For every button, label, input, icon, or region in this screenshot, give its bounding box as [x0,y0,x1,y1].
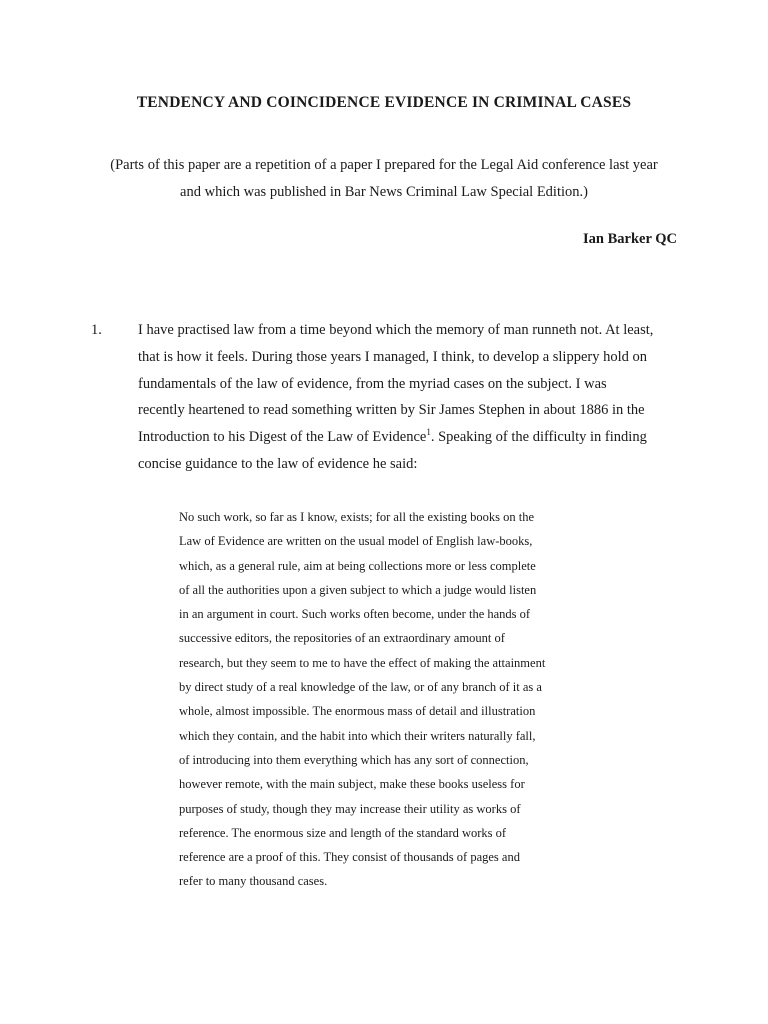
paragraph-line: fundamentals of the law of evidence, from the myriad cases on the subject. I was [138,375,607,392]
paragraph-body [138,317,698,478]
footnote-reference[interactable]: 1 [426,427,431,438]
quote-line: No such work, so far as I know, exists; for all the existing books on the [179,510,535,524]
quote-line: Law of Evidence are written on the usual model of English law-books, [179,534,533,549]
quote-line: reference. The enormous size and length of the standard works of [179,825,507,840]
subtitle-line: and which was published in Bar News Criminal Law Special Edition.) [180,184,588,200]
paragraph-text: . Speaking of the difficulty in finding [430,429,647,446]
paragraph-line [138,424,698,451]
block-quote [179,505,599,894]
paragraph-line: that is how it feels. During those years I managed, I think, to develop a slippery hold on [138,348,648,365]
quote-line: which they contain, and the habit into which their writers naturally fall, [179,728,536,743]
subtitle-line: (Parts of this paper are a repetition of a paper I prepared for the Legal Aid conference last year [110,157,658,173]
paragraph-number: 1. [91,322,102,338]
quote-line: of introducing into them everything which has any sort of connection, [179,752,529,767]
quote-line: of all the authorities upon a given subject to which a judge would listen [179,582,537,597]
paragraph-line: concise guidance to the law of evidence he said: [138,455,418,472]
document-subtitle [60,152,708,206]
quote-line: by direct study of a real knowledge of the law, or of any branch of it as a [179,680,542,695]
quote-line: reference are a proof of this. They consist of thousands of pages and [179,850,520,865]
quote-line: whole, almost impossible. The enormous mass of detail and illustration [179,704,536,719]
quote-line: however remote, with the main subject, make these books useless for [179,777,525,792]
quote-line: purposes of study, though they may increase their utility as works of [179,801,521,816]
quote-line: research, but they seem to me to have the effect of making the attainment [179,655,546,670]
paragraph-line: I have practised law from a time beyond which the memory of man runneth not. At least, [138,322,654,338]
quote-line: which, as a general rule, aim at being collections more or less complete [179,558,536,573]
quote-line: refer to many thousand cases. [179,874,328,889]
quote-line: successive editors, the repositories of an extraordinary amount of [179,631,505,646]
quote-line: in an argument in court. Such works often become, under the hands of [179,607,531,622]
document-title: TENDENCY AND COINCIDENCE EVIDENCE IN CRIMINAL CASES [136,94,632,111]
paragraph-line: recently heartened to read something written by Sir James Stephen in about 1886 in the [138,402,645,419]
paragraph-text: Introduction to his Digest of the Law of Evidence [138,429,427,446]
author-name: Ian Barker QC [583,231,677,247]
